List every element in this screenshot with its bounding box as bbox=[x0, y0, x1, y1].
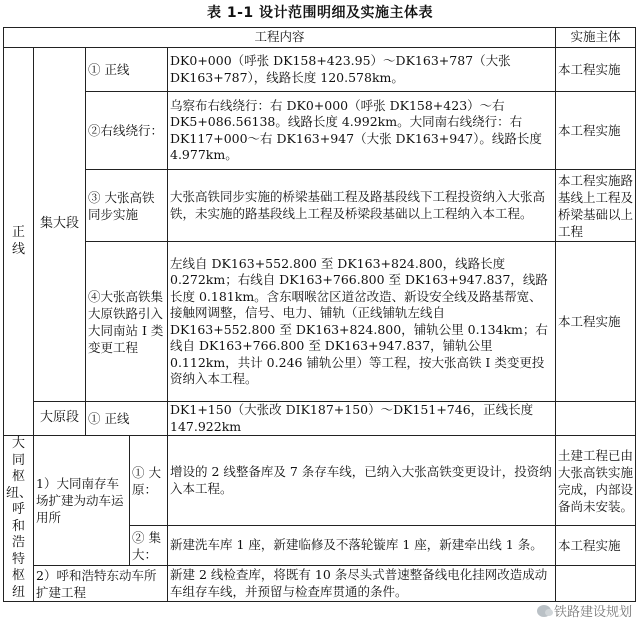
header-owner: 实施主体 bbox=[556, 28, 636, 48]
row-sub-label: ① 正线 bbox=[86, 402, 168, 436]
table-caption: 表 1-1 设计范围明细及实施主体表 bbox=[206, 5, 434, 21]
row-sub-label: 1）大同南存车场扩建为动车运用所 bbox=[34, 436, 130, 566]
row-owner: 土建工程已由大张高铁实施完成，内部设备尚未安装。 bbox=[556, 436, 636, 526]
watermark-text: 铁路建设规划 bbox=[553, 605, 632, 620]
row-owner bbox=[556, 566, 636, 602]
row-sub-label: 2）呼和浩特东动车所扩建工程 bbox=[34, 566, 168, 602]
table-row bbox=[4, 242, 636, 402]
watermark bbox=[537, 601, 632, 620]
row-owner: 本工程实施路基线上工程及桥梁基础以上工程 bbox=[556, 170, 636, 242]
row-content: DK0+000（呼张 DK158+423.95）～DK163+787（大张 DK163+787），线路长度 120.578km。 bbox=[168, 48, 556, 92]
row-sub-label: ① 正线 bbox=[86, 48, 168, 92]
group-zhengxian: 正线 bbox=[4, 48, 34, 436]
table-row bbox=[4, 402, 636, 436]
row-sub-label: ④大张高铁集大原铁路引入大同南站 I 类变更工程 bbox=[86, 242, 168, 402]
row-owner: 本工程实施 bbox=[556, 526, 636, 566]
row-owner bbox=[556, 402, 636, 436]
row-content: 新建洗车库 1 座，新建临修及不落轮镟库 1 座，新建牵出线 1 条。 bbox=[168, 526, 556, 566]
table-row bbox=[4, 566, 636, 602]
row-owner: 本工程实施 bbox=[556, 48, 636, 92]
row-content: 大张高铁同步实施的桥梁基础工程及路基段线下工程投资纳入大张高铁，未实施的路基段线上工程及桥梁段基础以上工程纳入本工程。 bbox=[168, 170, 556, 242]
table-header-row bbox=[4, 28, 636, 48]
table-row bbox=[4, 170, 636, 242]
table-row bbox=[4, 436, 636, 526]
table-row bbox=[4, 92, 636, 170]
row-content: 新建 2 线检查库，将既有 10 条尽头式普速整备线电化挂网改造成动车组存车线，并预留与检查库贯通的条件。 bbox=[168, 566, 556, 602]
row-sub2-label: ① 大原： bbox=[130, 436, 168, 526]
group-shuniu: 大同枢纽、呼和浩特枢纽 bbox=[4, 436, 34, 602]
row-owner: 本工程实施 bbox=[556, 242, 636, 402]
row-content: 乌察布右线绕行：右 DK0+000（呼张 DK158+423）～右 DK5+086.56138。线路长度 4.992km。大同南右线绕行：右 DK117+000～右 DK163+947（大张 DK163+947）。线路长度 4.977km。 bbox=[168, 92, 556, 170]
row-content: 增设的 2 线整备库及 7 条存车线，已纳入大张高铁变更设计，投资纳入本工程。 bbox=[168, 436, 556, 526]
row-content: 左线自 DK163+552.800 至 DK163+824.800，线路长度 0.272km；右线自 DK163+766.800 至 DK163+947.837，线路长度 0.181km。含东咽喉岔区道岔改造、新设安全线及路基帮宽、接触网调整，信号、电力、铺轨（正线铺轨左线自 DK163+552.800 至 DK163+824.800，铺轨公里 0.134km；右线自 DK163+766.800 至 DK163+947.837，铺轨公里 0.112km，共计 0.246 铺轨公里）等工程，按大张高铁 I 类变更投资纳入本工程。 bbox=[168, 242, 556, 402]
row-owner: 本工程实施 bbox=[556, 92, 636, 170]
table-row bbox=[4, 48, 636, 92]
row-sub-label: ③ 大张高铁同步实施 bbox=[86, 170, 168, 242]
design-scope-table bbox=[3, 27, 636, 602]
group-dayuan: 大原段 bbox=[34, 402, 86, 436]
row-sub2-label: ② 集大： bbox=[130, 526, 168, 566]
row-content: DK1+150（大张改 DIK187+150）～DK151+746，正线长度 147.922km bbox=[168, 402, 556, 436]
wechat-icon bbox=[537, 605, 551, 617]
header-content: 工程内容 bbox=[4, 28, 556, 48]
row-sub-label: ②右线绕行： bbox=[86, 92, 168, 170]
group-jida: 集大段 bbox=[34, 48, 86, 402]
